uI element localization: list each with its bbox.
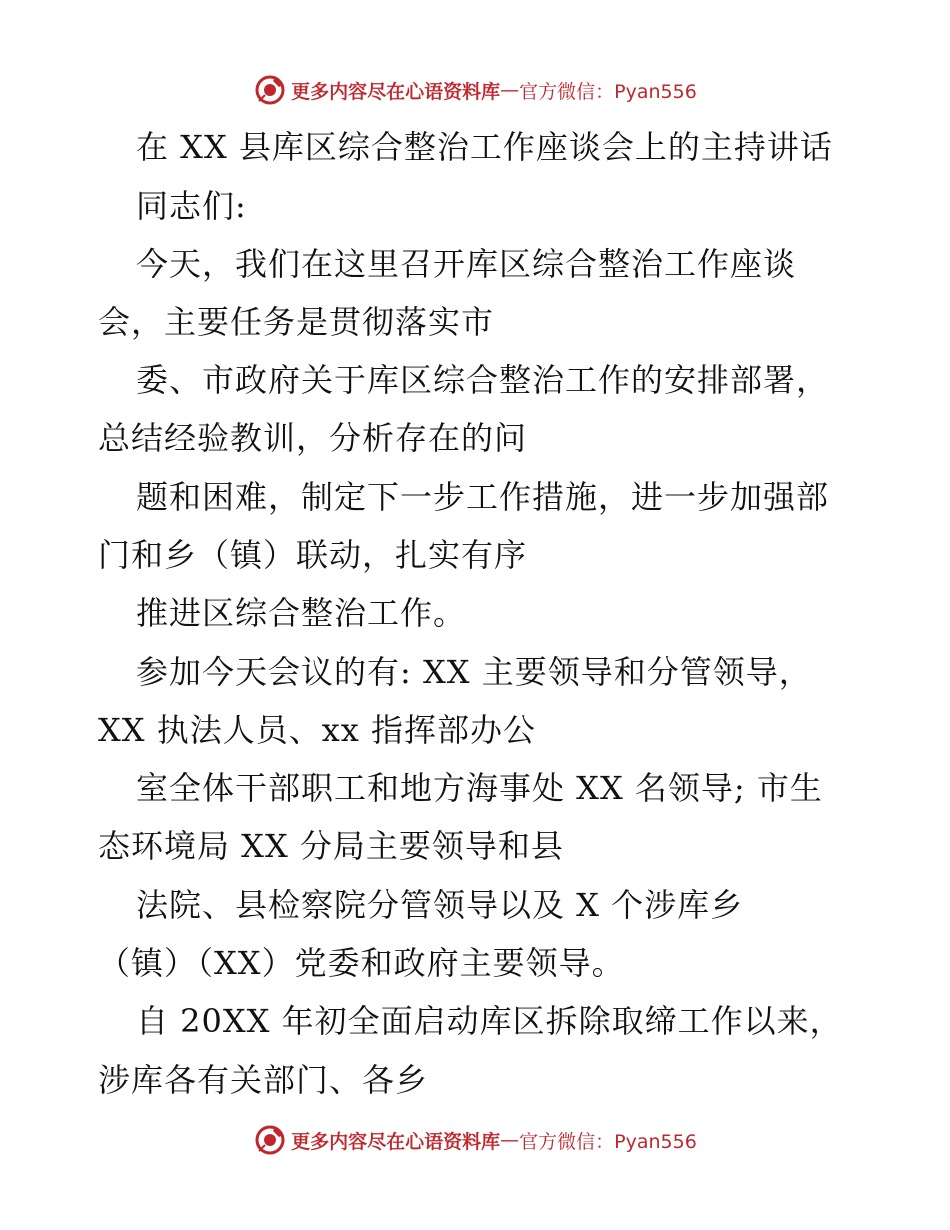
banner-text: 更多内容尽在心语资料库 xyxy=(291,80,501,103)
paragraph-line: 自 20XX 年初全面启动库区拆除取缔工作以来， xyxy=(136,1002,843,1040)
banner-text: 更多内容尽在心语资料库 xyxy=(291,1130,501,1153)
paragraph-line: 会，主要任务是贯彻落实市 xyxy=(98,303,495,341)
paragraph-line: （镇）（XX）党委和政府主要领导。 xyxy=(98,944,625,982)
paragraph-line: 参加今天会议的有: XX 主要领导和分管领导， xyxy=(136,653,812,691)
paragraph-line: 法院、县检察院分管领导以及 X 个涉库乡 xyxy=(136,886,744,924)
paragraph-line: 涉库各有关部门、各乡 xyxy=(98,1061,429,1099)
document-title: 在 XX 县库区综合整治工作座谈会上的主持讲话 xyxy=(136,128,833,166)
paragraph-line: 总结经验教训，分析存在的问 xyxy=(98,419,528,457)
logo-icon xyxy=(253,73,287,107)
footer-banner xyxy=(0,1120,950,1160)
paragraph-line: 推进区综合整治工作。 xyxy=(136,594,467,632)
paragraph-line: 室全体干部职工和地方海事处 XX 名领导; 市生 xyxy=(136,769,823,807)
banner-separator: — xyxy=(500,79,520,101)
banner-contact: 官方微信：Pyan556 xyxy=(519,1130,697,1153)
logo-icon xyxy=(253,1123,287,1157)
paragraph-line: 态环境局 XX 分局主要领导和县 xyxy=(98,827,564,865)
banner-separator: — xyxy=(500,1129,520,1151)
header-banner xyxy=(0,70,950,110)
paragraph-line: 题和困难，制定下一步工作措施，进一步加强部 xyxy=(136,478,830,516)
paragraph-line: 委、市政府关于库区综合整治工作的安排部署， xyxy=(136,361,830,399)
paragraph-line: XX 执法人员、xx 指挥部办公 xyxy=(98,711,537,749)
paragraph-line: 今天，我们在这里召开库区综合整治工作座谈 xyxy=(136,245,797,283)
banner-contact: 官方微信：Pyan556 xyxy=(519,80,697,103)
paragraph-line: 门和乡（镇）联动，扎实有序 xyxy=(98,536,528,574)
paragraph-line: 同志们: xyxy=(136,187,247,225)
